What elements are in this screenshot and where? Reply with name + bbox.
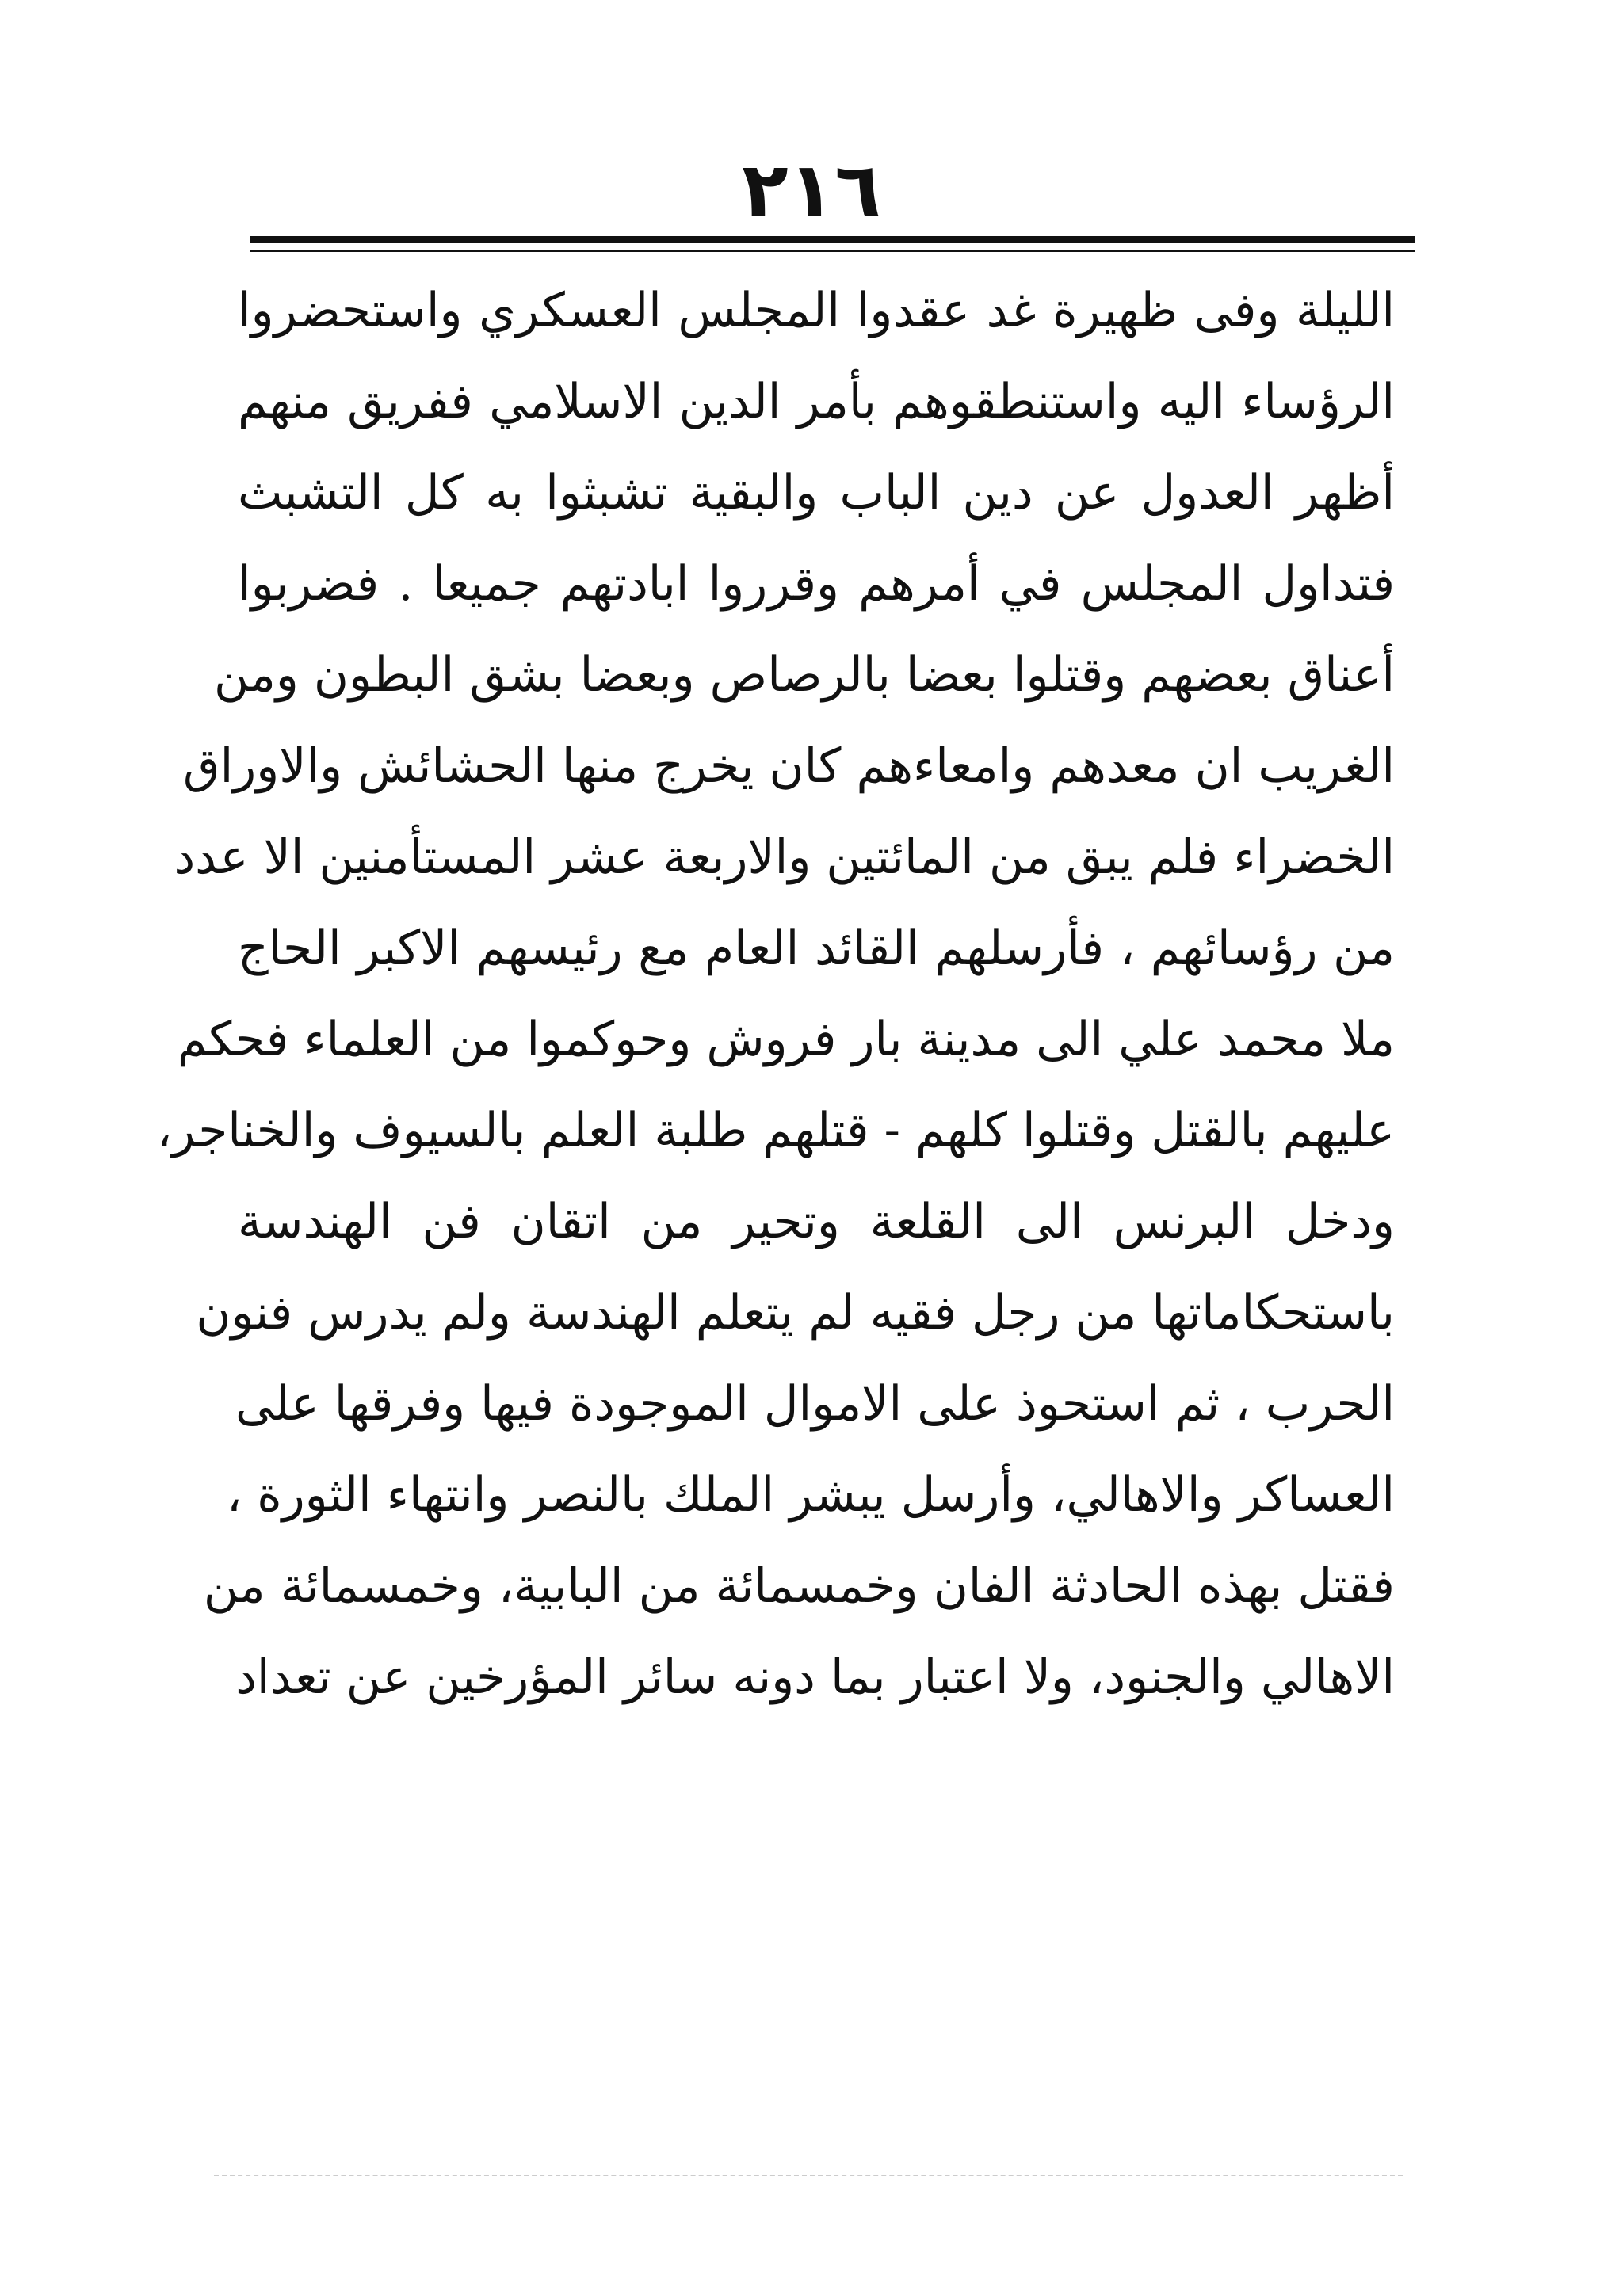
text-line: الخضراء فلم يبق من المائتين والاربعة عشر المستأمنين الا عدد [174,830,1395,885]
text-line: الحرب ، ثم استحوذ على الاموال الموجودة فيها وفرقها على [235,1376,1395,1432]
scan-edge-mark [214,2175,1403,2178]
text-line: الليلة وفى ظهيرة غد عقدوا المجلس العسكري واستحضروا [238,283,1395,338]
text-line: العساكر والاهالي، وأرسل يبشر الملك بالنصر وانتهاء الثورة ، [226,1467,1395,1523]
body-text [156,265,1395,1723]
text-line: ودخل البرنس الى القلعة وتحير من اتقان فن الهندسة [238,1194,1395,1249]
text-line: فقتل بهذه الحادثة الفان وخمسمائة من البابية، وخمسمائة من [203,1558,1395,1614]
header-rule-thick [250,236,1415,243]
text-line: من رؤسائهم ، فأرسلهم القائد العام مع رئيسهم الاكبر الحاج [238,921,1395,976]
text-line: الغريب ان معدهم وامعاءهم كان يخرج منها الحشائش والاوراق [183,738,1395,794]
text-line: عليهم بالقتل وقتلوا كلهم - قتلهم طلبة العلم بالسيوف والخناجر، [156,1103,1395,1158]
page-number: ٢١٦ [742,146,881,235]
text-line: الاهالي والجنود، ولا اعتبار بما دونه سائر المؤرخين عن تعداد [235,1650,1395,1705]
text-line: فتداول المجلس في أمرهم وقرروا ابادتهم جميعا . فضربوا [238,556,1395,612]
text-line: الرؤساء اليه واستنطقوهم بأمر الدين الاسلامي ففريق منهم [238,374,1395,429]
text-line: أظهر العدول عن دين الباب والبقية تشبثوا به كل التشبث [238,465,1395,521]
text-line: أعناق بعضهم وقتلوا بعضا بالرصاص وبعضا بشق البطون ومن [214,647,1395,703]
text-line: باستحكاماتها من رجل فقيه لم يتعلم الهندسة ولم يدرس فنون [196,1285,1395,1341]
header-rule-thin [250,250,1415,252]
text-line: ملا محمد علي الى مدينة بار فروش وحوكموا من العلماء فحكم [177,1012,1395,1067]
